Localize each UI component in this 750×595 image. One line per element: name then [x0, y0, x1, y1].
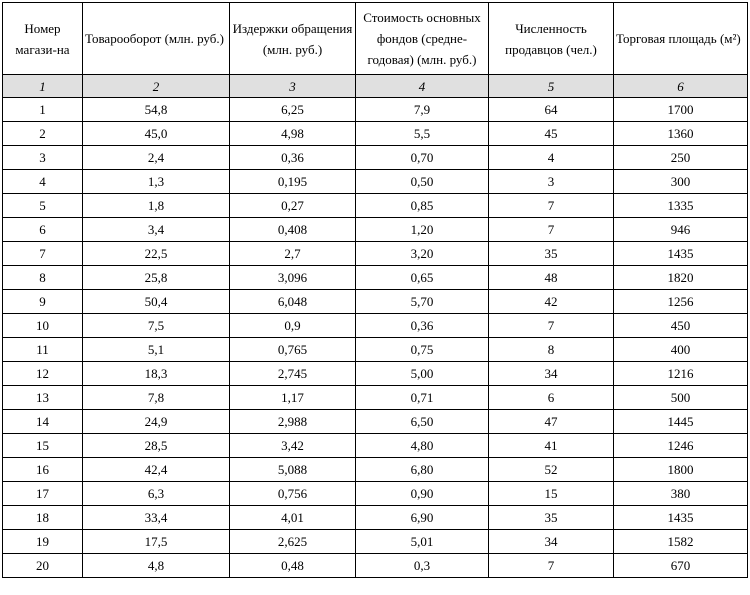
- cell-fixed-assets: 0,71: [356, 386, 489, 410]
- cell-distribution-costs: 2,988: [230, 410, 356, 434]
- cell-distribution-costs: 0,27: [230, 194, 356, 218]
- column-number: 4: [356, 75, 489, 98]
- cell-turnover: 42,4: [83, 458, 230, 482]
- table-row: [3, 146, 748, 170]
- column-number: 3: [230, 75, 356, 98]
- cell-store-number: 17: [3, 482, 83, 506]
- table-row: [3, 410, 748, 434]
- cell-turnover: 54,8: [83, 98, 230, 122]
- cell-sales-area: 1445: [614, 410, 748, 434]
- cell-sales-area: 1800: [614, 458, 748, 482]
- table-row: [3, 290, 748, 314]
- cell-distribution-costs: 5,088: [230, 458, 356, 482]
- cell-store-number: 4: [3, 170, 83, 194]
- cell-fixed-assets: 0,75: [356, 338, 489, 362]
- cell-salespeople-count: 42: [489, 290, 614, 314]
- cell-salespeople-count: 7: [489, 218, 614, 242]
- cell-store-number: 6: [3, 218, 83, 242]
- table-body: [3, 98, 748, 578]
- table-row: [3, 98, 748, 122]
- cell-sales-area: 1435: [614, 506, 748, 530]
- cell-distribution-costs: 4,01: [230, 506, 356, 530]
- header-distribution-costs: Издержки обращения (млн. руб.): [230, 3, 356, 75]
- cell-store-number: 8: [3, 266, 83, 290]
- cell-fixed-assets: 1,20: [356, 218, 489, 242]
- cell-store-number: 15: [3, 434, 83, 458]
- cell-store-number: 16: [3, 458, 83, 482]
- cell-distribution-costs: 2,625: [230, 530, 356, 554]
- cell-sales-area: 1820: [614, 266, 748, 290]
- cell-turnover: 1,3: [83, 170, 230, 194]
- cell-fixed-assets: 6,80: [356, 458, 489, 482]
- cell-turnover: 7,8: [83, 386, 230, 410]
- cell-turnover: 1,8: [83, 194, 230, 218]
- cell-fixed-assets: 0,3: [356, 554, 489, 578]
- cell-salespeople-count: 34: [489, 362, 614, 386]
- header-salespeople-count: Численность продавцов (чел.): [489, 3, 614, 75]
- cell-store-number: 7: [3, 242, 83, 266]
- cell-distribution-costs: 0,9: [230, 314, 356, 338]
- table-row: [3, 362, 748, 386]
- table-row: [3, 338, 748, 362]
- header-sales-area: Торговая площадь (м²): [614, 3, 748, 75]
- cell-sales-area: 1360: [614, 122, 748, 146]
- cell-salespeople-count: 15: [489, 482, 614, 506]
- cell-store-number: 11: [3, 338, 83, 362]
- cell-sales-area: 500: [614, 386, 748, 410]
- cell-sales-area: 250: [614, 146, 748, 170]
- table-row: [3, 434, 748, 458]
- cell-fixed-assets: 5,70: [356, 290, 489, 314]
- table-row: [3, 194, 748, 218]
- table-row: [3, 554, 748, 578]
- cell-salespeople-count: 35: [489, 506, 614, 530]
- cell-store-number: 9: [3, 290, 83, 314]
- cell-salespeople-count: 7: [489, 554, 614, 578]
- cell-salespeople-count: 7: [489, 314, 614, 338]
- cell-turnover: 18,3: [83, 362, 230, 386]
- cell-fixed-assets: 0,65: [356, 266, 489, 290]
- cell-fixed-assets: 0,36: [356, 314, 489, 338]
- cell-turnover: 33,4: [83, 506, 230, 530]
- cell-sales-area: 450: [614, 314, 748, 338]
- cell-store-number: 2: [3, 122, 83, 146]
- cell-distribution-costs: 0,48: [230, 554, 356, 578]
- table-row: [3, 122, 748, 146]
- cell-sales-area: 670: [614, 554, 748, 578]
- table-row: [3, 218, 748, 242]
- header-row: [3, 3, 748, 75]
- cell-turnover: 50,4: [83, 290, 230, 314]
- cell-distribution-costs: 4,98: [230, 122, 356, 146]
- table-row: [3, 506, 748, 530]
- table-row: [3, 458, 748, 482]
- cell-sales-area: 1335: [614, 194, 748, 218]
- cell-sales-area: 400: [614, 338, 748, 362]
- cell-sales-area: 1216: [614, 362, 748, 386]
- cell-salespeople-count: 4: [489, 146, 614, 170]
- cell-salespeople-count: 35: [489, 242, 614, 266]
- cell-sales-area: 380: [614, 482, 748, 506]
- cell-distribution-costs: 0,408: [230, 218, 356, 242]
- cell-sales-area: 1582: [614, 530, 748, 554]
- cell-distribution-costs: 2,745: [230, 362, 356, 386]
- cell-fixed-assets: 3,20: [356, 242, 489, 266]
- cell-salespeople-count: 7: [489, 194, 614, 218]
- cell-fixed-assets: 5,5: [356, 122, 489, 146]
- cell-store-number: 12: [3, 362, 83, 386]
- header-turnover: Товарооборот (млн. руб.): [83, 3, 230, 75]
- cell-fixed-assets: 5,01: [356, 530, 489, 554]
- cell-salespeople-count: 3: [489, 170, 614, 194]
- cell-turnover: 3,4: [83, 218, 230, 242]
- cell-store-number: 19: [3, 530, 83, 554]
- cell-turnover: 22,5: [83, 242, 230, 266]
- cell-fixed-assets: 6,90: [356, 506, 489, 530]
- cell-turnover: 45,0: [83, 122, 230, 146]
- cell-fixed-assets: 5,00: [356, 362, 489, 386]
- cell-store-number: 18: [3, 506, 83, 530]
- cell-turnover: 28,5: [83, 434, 230, 458]
- cell-salespeople-count: 41: [489, 434, 614, 458]
- cell-sales-area: 1700: [614, 98, 748, 122]
- cell-distribution-costs: 0,36: [230, 146, 356, 170]
- cell-salespeople-count: 8: [489, 338, 614, 362]
- cell-turnover: 4,8: [83, 554, 230, 578]
- cell-salespeople-count: 47: [489, 410, 614, 434]
- table-row: [3, 530, 748, 554]
- header-fixed-assets: Стоимость основных фондов (средне-годовая) (млн. руб.): [356, 3, 489, 75]
- cell-store-number: 20: [3, 554, 83, 578]
- cell-distribution-costs: 0,756: [230, 482, 356, 506]
- cell-turnover: 17,5: [83, 530, 230, 554]
- cell-fixed-assets: 0,90: [356, 482, 489, 506]
- column-number: 1: [3, 75, 83, 98]
- cell-store-number: 5: [3, 194, 83, 218]
- cell-sales-area: 1435: [614, 242, 748, 266]
- cell-distribution-costs: 0,195: [230, 170, 356, 194]
- cell-fixed-assets: 6,50: [356, 410, 489, 434]
- cell-salespeople-count: 48: [489, 266, 614, 290]
- table-row: [3, 266, 748, 290]
- cell-distribution-costs: 6,048: [230, 290, 356, 314]
- column-number: 6: [614, 75, 748, 98]
- cell-fixed-assets: 0,85: [356, 194, 489, 218]
- cell-salespeople-count: 64: [489, 98, 614, 122]
- cell-fixed-assets: 4,80: [356, 434, 489, 458]
- cell-distribution-costs: 3,42: [230, 434, 356, 458]
- cell-store-number: 1: [3, 98, 83, 122]
- cell-sales-area: 1256: [614, 290, 748, 314]
- cell-turnover: 5,1: [83, 338, 230, 362]
- cell-distribution-costs: 2,7: [230, 242, 356, 266]
- cell-store-number: 13: [3, 386, 83, 410]
- stores-data-table: [2, 2, 748, 578]
- cell-turnover: 2,4: [83, 146, 230, 170]
- header-store-number: Номер магази-на: [3, 3, 83, 75]
- cell-distribution-costs: 0,765: [230, 338, 356, 362]
- column-number: 5: [489, 75, 614, 98]
- column-number-row: [3, 75, 748, 98]
- table-row: [3, 170, 748, 194]
- cell-turnover: 6,3: [83, 482, 230, 506]
- table-row: [3, 242, 748, 266]
- cell-salespeople-count: 34: [489, 530, 614, 554]
- column-number: 2: [83, 75, 230, 98]
- cell-salespeople-count: 6: [489, 386, 614, 410]
- cell-distribution-costs: 6,25: [230, 98, 356, 122]
- cell-sales-area: 946: [614, 218, 748, 242]
- cell-distribution-costs: 1,17: [230, 386, 356, 410]
- cell-salespeople-count: 45: [489, 122, 614, 146]
- cell-turnover: 7,5: [83, 314, 230, 338]
- cell-store-number: 3: [3, 146, 83, 170]
- cell-sales-area: 300: [614, 170, 748, 194]
- cell-turnover: 24,9: [83, 410, 230, 434]
- cell-store-number: 10: [3, 314, 83, 338]
- cell-sales-area: 1246: [614, 434, 748, 458]
- cell-fixed-assets: 7,9: [356, 98, 489, 122]
- cell-distribution-costs: 3,096: [230, 266, 356, 290]
- cell-store-number: 14: [3, 410, 83, 434]
- table-row: [3, 482, 748, 506]
- table-row: [3, 314, 748, 338]
- cell-salespeople-count: 52: [489, 458, 614, 482]
- cell-fixed-assets: 0,70: [356, 146, 489, 170]
- cell-turnover: 25,8: [83, 266, 230, 290]
- cell-fixed-assets: 0,50: [356, 170, 489, 194]
- table-row: [3, 386, 748, 410]
